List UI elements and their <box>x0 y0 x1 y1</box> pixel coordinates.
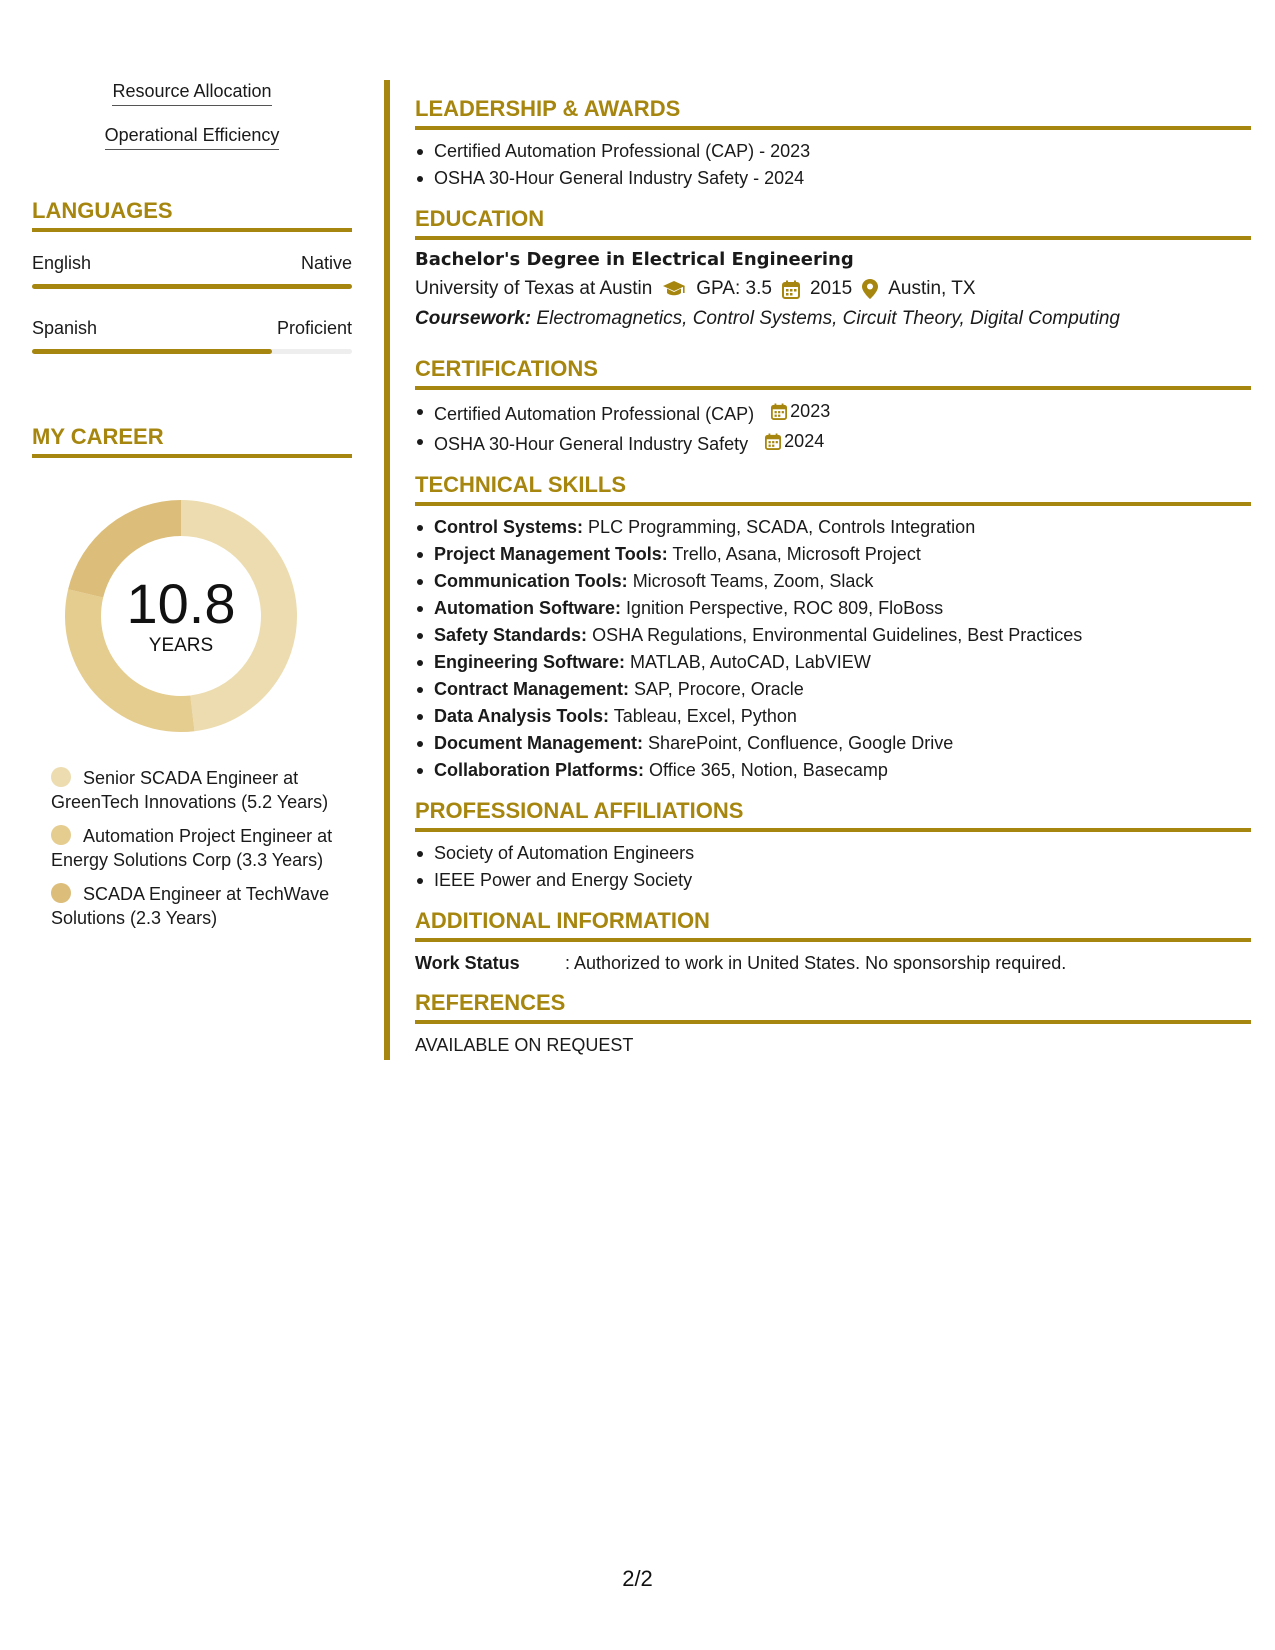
certifications-section <box>415 356 1251 458</box>
list-item: OSHA 30-Hour General Industry Safety - 2024 <box>415 165 1251 192</box>
skill-label: Safety Standards: <box>434 625 588 645</box>
skill-value: SharePoint, Confluence, Google Drive <box>648 733 954 753</box>
skill-label: Engineering Software: <box>434 652 626 672</box>
section-heading: LEADERSHIP & AWARDS <box>415 96 1251 130</box>
language-english <box>32 252 352 289</box>
skill-item <box>415 541 1251 568</box>
skill-value: SAP, Procore, Oracle <box>634 679 804 699</box>
legend-dot-icon <box>51 883 71 903</box>
section-heading: REFERENCES <box>415 990 1251 1024</box>
skill-value: Microsoft Teams, Zoom, Slack <box>632 571 874 591</box>
section-heading: CERTIFICATIONS <box>415 356 1251 390</box>
skill-item <box>415 703 1251 730</box>
languages-heading: LANGUAGES <box>32 198 352 232</box>
education-location: Austin, TX <box>888 278 976 299</box>
career-legend-label: Senior SCADA Engineer at GreenTech Innovations (5.2 Years) <box>51 768 329 812</box>
career-legend-label: Automation Project Engineer at Energy Solutions Corp (3.3 Years) <box>51 826 333 870</box>
certification-item <box>415 428 1251 458</box>
skill-tag <box>32 80 352 106</box>
section-heading: TECHNICAL SKILLS <box>415 472 1251 506</box>
career-legend-item <box>32 766 352 814</box>
coursework-value: Electromagnetics, Control Systems, Circuit Theory, Digital Computing <box>536 308 1120 329</box>
language-bar <box>32 284 352 289</box>
skill-item <box>415 514 1251 541</box>
language-level: Native <box>300 253 352 273</box>
certification-year: 2024 <box>784 431 825 451</box>
skill-value: Ignition Perspective, ROC 809, FloBoss <box>626 598 944 618</box>
skill-item <box>415 595 1251 622</box>
certification-item <box>415 398 1251 428</box>
left-column <box>32 80 352 930</box>
additional-info-section <box>415 908 1251 976</box>
skill-value: PLC Programming, SCADA, Controls Integration <box>588 517 976 537</box>
references-section <box>415 990 1251 1058</box>
skill-value: Office 365, Notion, Basecamp <box>649 760 888 780</box>
skill-value: MATLAB, AutoCAD, LabVIEW <box>630 652 871 672</box>
references-text: AVAILABLE ON REQUEST <box>415 1035 634 1055</box>
work-status-label: Work Status <box>415 953 520 973</box>
skill-item <box>415 568 1251 595</box>
skill-value: Tableau, Excel, Python <box>613 706 797 726</box>
career-legend-label: SCADA Engineer at TechWave Solutions (2.3 Years) <box>51 884 330 928</box>
language-bar-fill <box>32 284 352 289</box>
list-item: IEEE Power and Energy Society <box>415 867 1251 894</box>
education-year: 2015 <box>809 278 853 299</box>
calendar-icon <box>782 280 800 299</box>
skill-item <box>415 622 1251 649</box>
skill-label: Document Management: <box>434 733 644 753</box>
skill-label: Data Analysis Tools: <box>434 706 610 726</box>
career-donut-chart <box>65 500 297 732</box>
graduation-cap-icon <box>662 280 686 298</box>
skill-tag-label: Operational Efficiency <box>105 124 280 150</box>
skill-label: Automation Software: <box>434 598 621 618</box>
skill-tag-label: Resource Allocation <box>112 80 271 106</box>
education-degree: Bachelor's Degree in Electrical Engineering <box>415 249 854 270</box>
education-details <box>415 274 1251 304</box>
affiliations-section <box>415 798 1251 894</box>
skill-tag <box>32 124 352 150</box>
language-name: Spanish <box>32 318 98 338</box>
career-total-value: 10.8 <box>126 572 236 635</box>
certification-name: Certified Automation Professional (CAP) <box>434 404 755 424</box>
legend-dot-icon <box>51 825 71 845</box>
language-bar <box>32 349 352 354</box>
right-column <box>415 96 1251 1072</box>
work-status-value: : Authorized to work in United States. No sponsorship required. <box>565 953 1067 973</box>
skill-label: Communication Tools: <box>434 571 628 591</box>
language-name: English <box>32 253 92 273</box>
skill-value: OSHA Regulations, Environmental Guidelines, Best Practices <box>592 625 1083 645</box>
career-legend-item <box>32 882 352 930</box>
skill-value: Trello, Asana, Microsoft Project <box>672 544 921 564</box>
technical-skills-section <box>415 472 1251 784</box>
section-heading: ADDITIONAL INFORMATION <box>415 908 1251 942</box>
career-total-unit: YEARS <box>148 635 214 656</box>
column-divider <box>384 80 390 1060</box>
education-coursework <box>415 304 1251 334</box>
career-legend <box>32 766 352 930</box>
skill-item <box>415 757 1251 784</box>
calendar-icon <box>771 403 787 420</box>
language-bar-fill <box>32 349 272 354</box>
education-gpa: GPA: 3.5 <box>696 278 772 299</box>
skill-item <box>415 676 1251 703</box>
education-section <box>415 206 1251 334</box>
certification-year: 2023 <box>790 401 831 421</box>
skill-item <box>415 730 1251 757</box>
page-number: 2/2 <box>622 1566 653 1591</box>
education-school: University of Texas at Austin <box>415 278 653 299</box>
language-spanish <box>32 317 352 354</box>
list-item: Society of Automation Engineers <box>415 840 1251 867</box>
skill-label: Project Management Tools: <box>434 544 668 564</box>
skill-label: Control Systems: <box>434 517 584 537</box>
location-pin-icon <box>862 279 878 299</box>
leadership-section <box>415 96 1251 192</box>
certification-name: OSHA 30-Hour General Industry Safety <box>434 434 749 454</box>
skill-item <box>415 649 1251 676</box>
language-level: Proficient <box>276 318 352 338</box>
coursework-label: Coursework: <box>415 308 532 329</box>
career-heading: MY CAREER <box>32 424 352 458</box>
skill-label: Contract Management: <box>434 679 630 699</box>
section-heading: EDUCATION <box>415 206 1251 240</box>
skill-label: Collaboration Platforms: <box>434 760 645 780</box>
list-item: Certified Automation Professional (CAP) - 2023 <box>415 138 1251 165</box>
legend-dot-icon <box>51 767 71 787</box>
section-heading: PROFESSIONAL AFFILIATIONS <box>415 798 1251 832</box>
career-legend-item <box>32 824 352 872</box>
calendar-icon <box>765 433 781 450</box>
